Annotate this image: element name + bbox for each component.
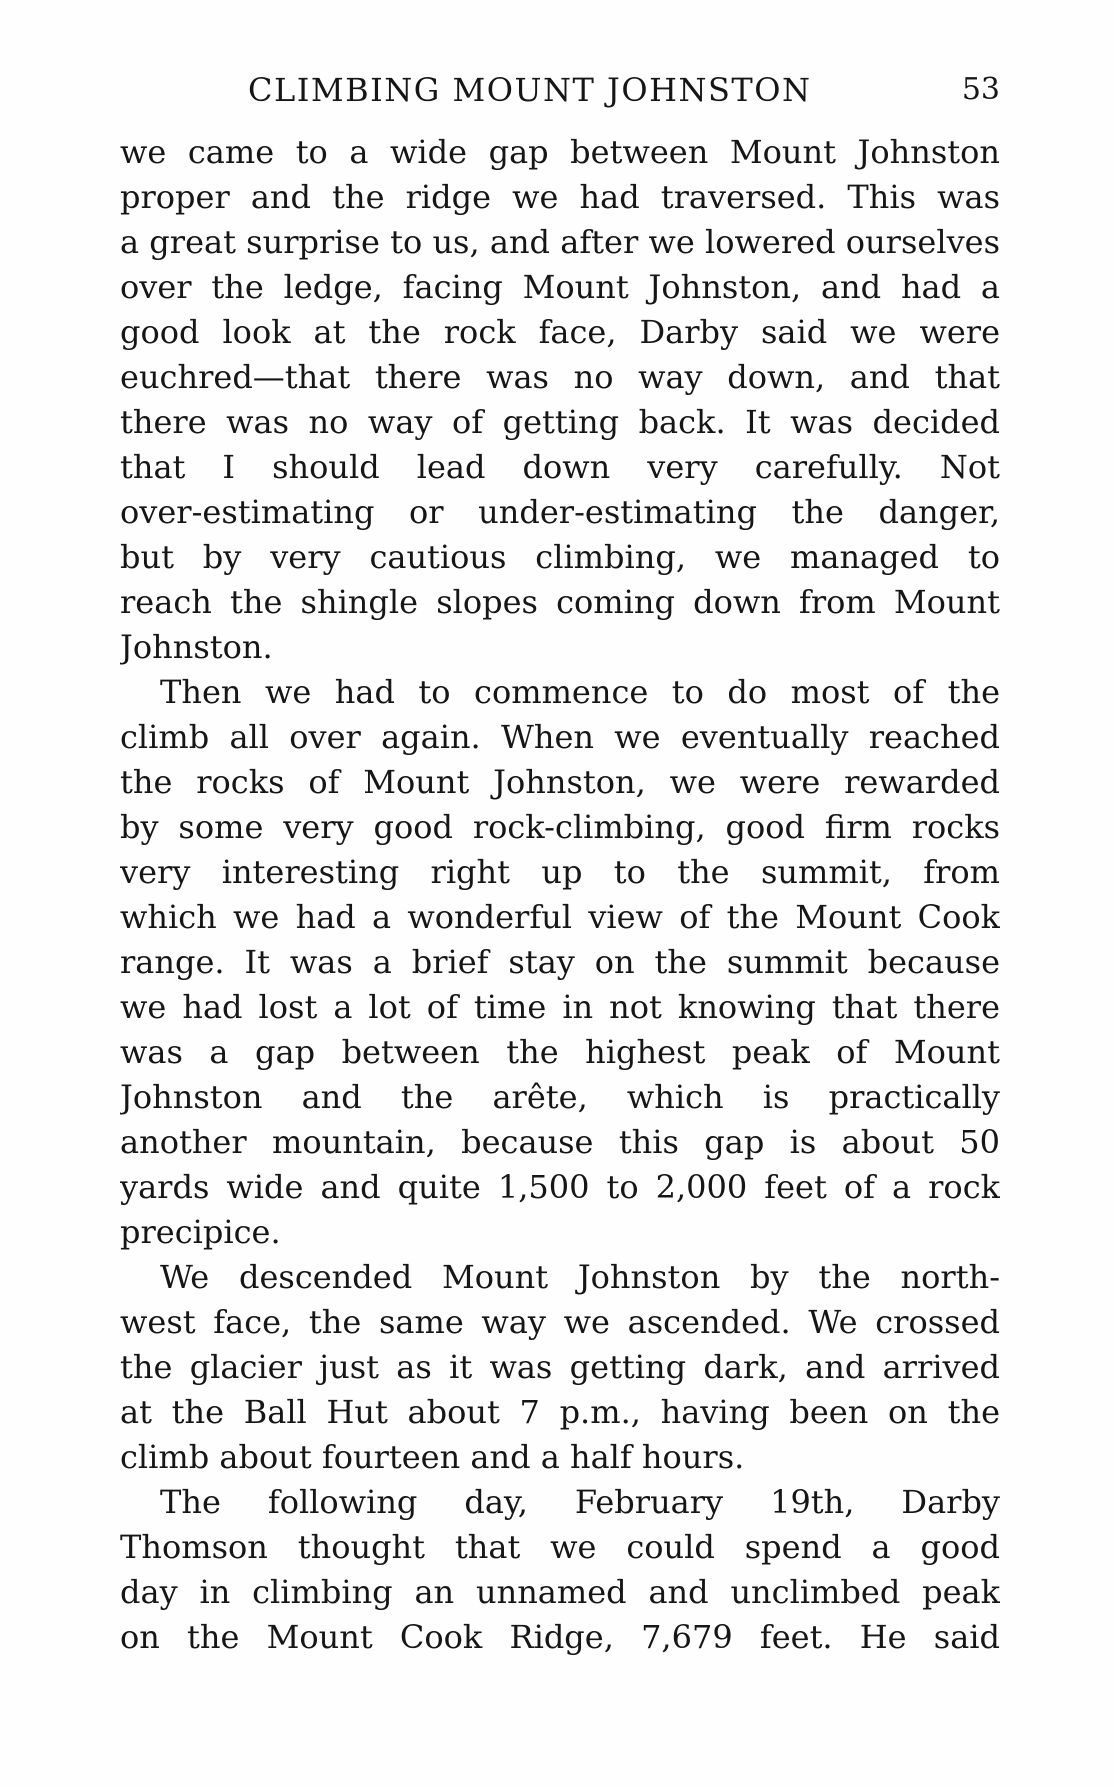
text-line: the rocks of Mount Johnston, we were rewarded: [120, 763, 1000, 801]
text-line: very interesting right up to the summit, from: [120, 853, 1000, 891]
text-line: that I should lead down very carefully. Not: [120, 448, 1000, 486]
paragraph: [120, 130, 1000, 670]
text-line: We descended Mount Johnston by the north-: [160, 1258, 1000, 1296]
text-line: we came to a wide gap between Mount Johnston: [120, 133, 1000, 171]
paragraph: [120, 1255, 1000, 1480]
text-line: Then we had to commence to do most of the: [160, 673, 1000, 711]
text-line: Johnston and the arête, which is practically: [120, 1078, 1000, 1116]
text-line: Thomson thought that we could spend a good: [120, 1528, 1000, 1566]
text-line: day in climbing an unnamed and unclimbed peak: [120, 1573, 1000, 1611]
text-line: there was no way of getting back. It was decided: [120, 403, 1000, 441]
text-line: a great surprise to us, and after we lowered ourselves: [120, 223, 1000, 261]
text-line: but by very cautious climbing, we managed to: [120, 538, 1000, 576]
page-number: 53: [961, 72, 1000, 107]
body-text: [120, 130, 1000, 1660]
text-line: the glacier just as it was getting dark, and arrived: [120, 1348, 1000, 1386]
text-line: euchred—that there was no way down, and that: [120, 358, 1000, 396]
text-line: Johnston.: [120, 628, 273, 666]
paragraph: [120, 670, 1000, 1255]
text-line: yards wide and quite 1,500 to 2,000 feet of a rock: [120, 1168, 1000, 1206]
text-line: good look at the rock face, Darby said we were: [120, 313, 1000, 351]
text-line: The following day, February 19th, Darby: [160, 1483, 1000, 1521]
text-line: was a gap between the highest peak of Mount: [120, 1033, 1000, 1071]
text-line: at the Ball Hut about 7 p.m., having been on the: [120, 1393, 1000, 1431]
text-line: we had lost a lot of time in not knowing that there: [120, 988, 1000, 1026]
text-line: over-estimating or under-estimating the danger,: [120, 493, 1000, 531]
text-line: west face, the same way we ascended. We crossed: [120, 1303, 1000, 1341]
text-line: another mountain, because this gap is about 50: [120, 1123, 1000, 1161]
text-line: reach the shingle slopes coming down from Mount: [120, 583, 1000, 621]
text-line: precipice.: [120, 1213, 281, 1251]
text-line: which we had a wonderful view of the Mount Cook: [120, 898, 1000, 936]
running-title: CLIMBING MOUNT JOHNSTON: [248, 71, 812, 109]
text-line: over the ledge, facing Mount Johnston, and had a: [120, 268, 1000, 306]
text-line: range. It was a brief stay on the summit because: [120, 943, 1000, 981]
text-line: by some very good rock-climbing, good firm rocks: [120, 808, 1000, 846]
text-line: proper and the ridge we had traversed. This was: [120, 178, 1000, 216]
running-head: [120, 68, 1000, 112]
paragraph: [120, 1480, 1000, 1660]
text-line: climb about fourteen and a half hours.: [120, 1438, 745, 1476]
text-line: on the Mount Cook Ridge, 7,679 feet. He said: [120, 1618, 1000, 1656]
text-line: climb all over again. When we eventually reached: [120, 718, 1000, 756]
